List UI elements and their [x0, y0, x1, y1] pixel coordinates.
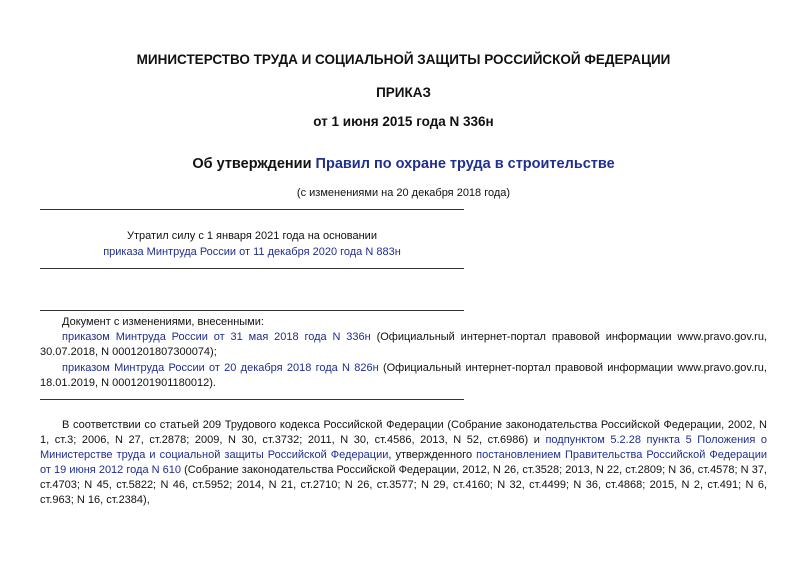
doc-type-heading: ПРИКАЗ [376, 85, 431, 100]
doc-date-number: от 1 июня 2015 года N 336н [313, 114, 494, 129]
repeal-order-link[interactable]: приказа Минтруда России от 11 декабря 2020 года N 883н [103, 246, 401, 258]
repeal-notice: Утратил силу с 1 января 2021 года на основании [127, 230, 377, 242]
amendments-note: (с изменениями на 20 декабря 2018 года) [296, 187, 511, 199]
title-prefix: Об утверждении [192, 156, 316, 172]
body-text-1: В соответствии со статьей 209 Трудового кодекса Российской Федерации (Собрание законодательства Российской Федерации, 2002, N 1, ст.3; 2006, N 27, ст.2878; 2009, N 30, ст.3732; 2011, N 30, ст.4586, 2013, N 52, ст.6986) и [40, 419, 767, 446]
divider [40, 310, 464, 311]
ministry-heading: МИНИСТЕРСТВО ТРУДА И СОЦИАЛЬНОЙ ЗАЩИТЫ РОССИЙСКОЙ ФЕДЕРАЦИИ [136, 52, 671, 67]
change-item [40, 361, 767, 391]
title-link[interactable]: Правил по охране труда в строительстве [315, 156, 615, 172]
change-text-1: (Официальный интернет-портал правовой информации www.pravo.gov.ru, 30.07.2018, N 0001201807300074); [40, 331, 767, 358]
change-link-1[interactable]: приказом Минтруда России от 31 мая 2018 года N 336н [62, 331, 371, 343]
body-text-3: (Собрание законодательства Российской Федерации, 2012, N 26, ст.3528; 2013, N 22, ст.2809; N 36, ст.4578; N 37, ст.4703; N 45, ст.5822; N 46, ст.5952; 2014, N 21, ст.2710; N 26, ст.3577; N 29, ст.4160; N 32, ст.4499; N 36, ст.4868; 2015, N 2, ст.491; N 6, ст.963; N 16, ст.2384), [40, 464, 767, 506]
body-text-2: , утвержденного [388, 449, 477, 461]
body-paragraph [40, 418, 767, 508]
divider [40, 209, 464, 210]
divider [40, 268, 464, 269]
change-item [40, 330, 767, 360]
changes-intro: Документ с изменениями, внесенными: [62, 316, 264, 328]
document-title [0, 156, 807, 172]
government-decree-link[interactable]: постановлением Правительства Российской Федерации от 19 июня 2012 года N 610 [40, 449, 768, 476]
change-link-2[interactable]: приказом Минтруда России от 20 декабря 2018 года N 826н [62, 362, 379, 374]
change-text-2: (Официальный интернет-портал правовой информации www.pravo.gov.ru, 18.01.2019, N 0001201901180012). [40, 362, 767, 389]
regulation-link[interactable]: подпунктом 5.2.28 пункта 5 Положения о Министерстве труда и социальной защиты Российской Федерации [40, 434, 767, 461]
divider [40, 399, 464, 400]
